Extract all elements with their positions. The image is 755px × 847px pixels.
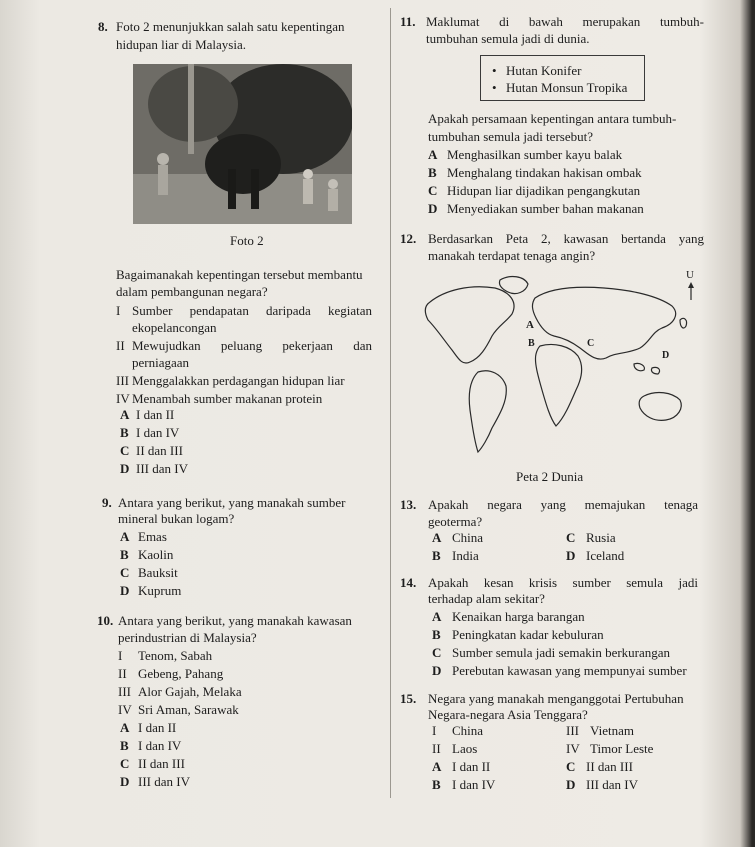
q14-option-key: A: [432, 609, 442, 624]
q9-stem-line2: mineral bukan logam?: [118, 511, 235, 526]
q10-stem-line1: Antara yang berikut, yang manakah kawasan: [118, 613, 352, 628]
q10-item-text: Alor Gajah, Melaka: [138, 684, 242, 699]
q11-option-key: B: [428, 165, 437, 180]
q11-question-line2: tumbuhan semula jadi tersebut?: [428, 129, 593, 144]
world-map: [400, 262, 716, 462]
q14-option-text: Kenaikan harga barangan: [452, 609, 585, 624]
q8-photo-caption: Foto 2: [230, 233, 264, 248]
map-marker-label: C: [587, 338, 595, 349]
q8-option-text: III dan IV: [136, 461, 188, 476]
q8-stem-line2: hidupan liar di Malaysia.: [116, 37, 246, 52]
q9-option-key: D: [120, 583, 130, 598]
q9-option-text: Emas: [138, 529, 167, 544]
q14-stem-line2: terhadap alam sekitar?: [428, 591, 545, 606]
q8-option-key: A: [120, 407, 130, 422]
q13-option-key: B: [432, 548, 441, 563]
column-divider: [390, 8, 391, 798]
q13-stem-line2: geoterma?: [428, 514, 483, 529]
q13-option-text: Iceland: [586, 548, 625, 563]
q15-stem-line2: Negara-negara Asia Tenggara?: [428, 707, 588, 722]
q10-item-text: Gebeng, Pahang: [138, 666, 224, 681]
q15-option-text: I dan II: [452, 759, 491, 774]
q8-item-text: Menggalakkan perdagangan hidupan liar: [132, 373, 345, 388]
q11-option-text: Menyediakan sumber bahan makanan: [447, 201, 644, 216]
q8-option-text: I dan IV: [136, 425, 180, 440]
bullet-icon: •: [492, 80, 497, 95]
q11-number: 11.: [400, 14, 416, 29]
q11-option-text: Menghalang tindakan hakisan ombak: [447, 165, 642, 180]
q14-option-text: Sumber semula jadi semakin berkurangan: [452, 645, 671, 660]
q15-stem-line1: Negara yang manakah menganggotai Pertubuhan: [428, 691, 684, 706]
q12-map-caption: Peta 2 Dunia: [516, 469, 584, 484]
q9-option-text: Kuprum: [138, 583, 182, 598]
q8-item-number: I: [116, 303, 121, 318]
q10-option-text: III dan IV: [138, 774, 190, 789]
info-box-item: Hutan Monsun Tropika: [506, 80, 628, 95]
map-marker-label: A: [526, 319, 534, 331]
q8-item-text-cont: perniagaan: [132, 355, 190, 370]
q11-option-key: C: [428, 183, 438, 198]
q12-stem-line1: Berdasarkan Peta 2, kawasan bertanda yang: [428, 231, 704, 246]
q13-option-text: China: [452, 530, 484, 545]
q9-number: 9.: [102, 495, 112, 510]
q10-number: 10.: [97, 613, 114, 628]
q10-item-text: Tenom, Sabah: [138, 648, 213, 663]
q13-option-text: India: [452, 548, 479, 563]
q15-item-text: Timor Leste: [590, 741, 654, 756]
q10-item-number: II: [118, 666, 127, 681]
q8-option-key: C: [120, 443, 130, 458]
q10-item-text: Sri Aman, Sarawak: [138, 702, 239, 717]
q13-option-key: D: [566, 548, 576, 563]
q10-option-key: B: [120, 738, 129, 753]
q10-option-text: I dan II: [138, 720, 177, 735]
map-marker-label: B: [528, 338, 535, 349]
bullet-icon: •: [492, 63, 497, 78]
q11-option-key: D: [428, 201, 438, 216]
q14-option-text: Peningkatan kadar kebuluran: [452, 627, 604, 642]
q15-item-text: Vietnam: [590, 723, 634, 738]
q15-option-key: B: [432, 777, 441, 792]
q9-option-key: B: [120, 547, 129, 562]
q8-item-number: II: [116, 338, 125, 353]
q8-item-text: Sumber pendapatan daripada kegiatan: [132, 303, 372, 318]
q13-option-key: C: [566, 530, 576, 545]
q9-option-text: Kaolin: [138, 547, 174, 562]
q13-stem-line1: Apakah negara yang memajukan tenaga: [428, 497, 698, 512]
q9-option-text: Bauksit: [138, 565, 178, 580]
q8-question-line2: dalam pembangunan negara?: [116, 284, 268, 299]
map-marker-label: D: [662, 350, 670, 361]
q9-option-key: C: [120, 565, 130, 580]
q8-item-text: Menambah sumber makanan protein: [132, 391, 323, 406]
q10-item-number: I: [118, 648, 123, 663]
q14-option-text: Perebutan kawasan yang mempunyai sumber: [452, 663, 687, 678]
q10-item-number: IV: [118, 702, 132, 717]
q15-option-key: D: [566, 777, 576, 792]
q10-stem-line2: perindustrian di Malaysia?: [118, 630, 257, 645]
q15-option-text: II dan III: [586, 759, 633, 774]
map-north-label: U: [686, 269, 694, 281]
q15-item-number: I: [432, 723, 437, 738]
q15-option-key: C: [566, 759, 576, 774]
q11-option-text: Hidupan liar dijadikan pengangkutan: [447, 183, 641, 198]
q8-number: 8.: [98, 19, 108, 34]
q8-option-key: B: [120, 425, 129, 440]
q8-question-line1: Bagaimanakah kepentingan tersebut membantu: [116, 267, 363, 282]
q15-item-number: II: [432, 741, 441, 756]
q8-item-number: III: [116, 373, 129, 388]
q12-number: 12.: [400, 231, 417, 246]
q9-option-key: A: [120, 529, 130, 544]
q15-number: 15.: [400, 691, 417, 706]
q15-item-text: China: [452, 723, 484, 738]
q14-option-key: D: [432, 663, 442, 678]
q11-option-key: A: [428, 147, 438, 162]
q11-stem-line2: tumbuhan semula jadi di dunia.: [426, 31, 590, 46]
q14-option-key: B: [432, 627, 441, 642]
q10-item-number: III: [118, 684, 131, 699]
q10-option-key: C: [120, 756, 130, 771]
q8-item-number: IV: [116, 391, 130, 406]
q9-stem-line1: Antara yang berikut, yang manakah sumber: [118, 495, 346, 510]
q15-item-number: III: [566, 723, 579, 738]
photo-wildlife: [133, 64, 352, 224]
q8-item-text: Mewujudkan peluang pekerjaan dan: [132, 338, 372, 353]
q8-option-text: I dan II: [136, 407, 175, 422]
q8-item-text-cont: ekopelancongan: [132, 320, 217, 335]
q15-option-text: I dan IV: [452, 777, 496, 792]
q11-question-line1: Apakah persamaan kepentingan antara tumbuh-: [428, 111, 677, 126]
q8-option-key: D: [120, 461, 130, 476]
q10-option-text: I dan IV: [138, 738, 182, 753]
q12-stem-line2: manakah terdapat tenaga angin?: [428, 248, 596, 263]
q8-stem-line1: Foto 2 menunjukkan salah satu kepentingan: [116, 19, 345, 34]
q15-option-text: III dan IV: [586, 777, 638, 792]
q14-option-key: C: [432, 645, 442, 660]
q11-option-text: Menghasilkan sumber kayu balak: [447, 147, 623, 162]
q15-item-number: IV: [566, 741, 580, 756]
q15-item-text: Laos: [452, 741, 478, 756]
q13-number: 13.: [400, 497, 417, 512]
q8-option-text: II dan III: [136, 443, 183, 458]
q11-stem-line1: Maklumat di bawah merupakan tumbuh-: [426, 14, 704, 29]
q14-number: 14.: [400, 575, 417, 590]
q14-stem-line1: Apakah kesan krisis sumber semula jadi: [428, 575, 698, 590]
q10-option-key: A: [120, 720, 130, 735]
info-box-item: Hutan Konifer: [506, 63, 582, 78]
q13-option-key: A: [432, 530, 442, 545]
q13-option-text: Rusia: [586, 530, 616, 545]
q10-option-key: D: [120, 774, 130, 789]
q15-option-key: A: [432, 759, 442, 774]
q10-option-text: II dan III: [138, 756, 185, 771]
